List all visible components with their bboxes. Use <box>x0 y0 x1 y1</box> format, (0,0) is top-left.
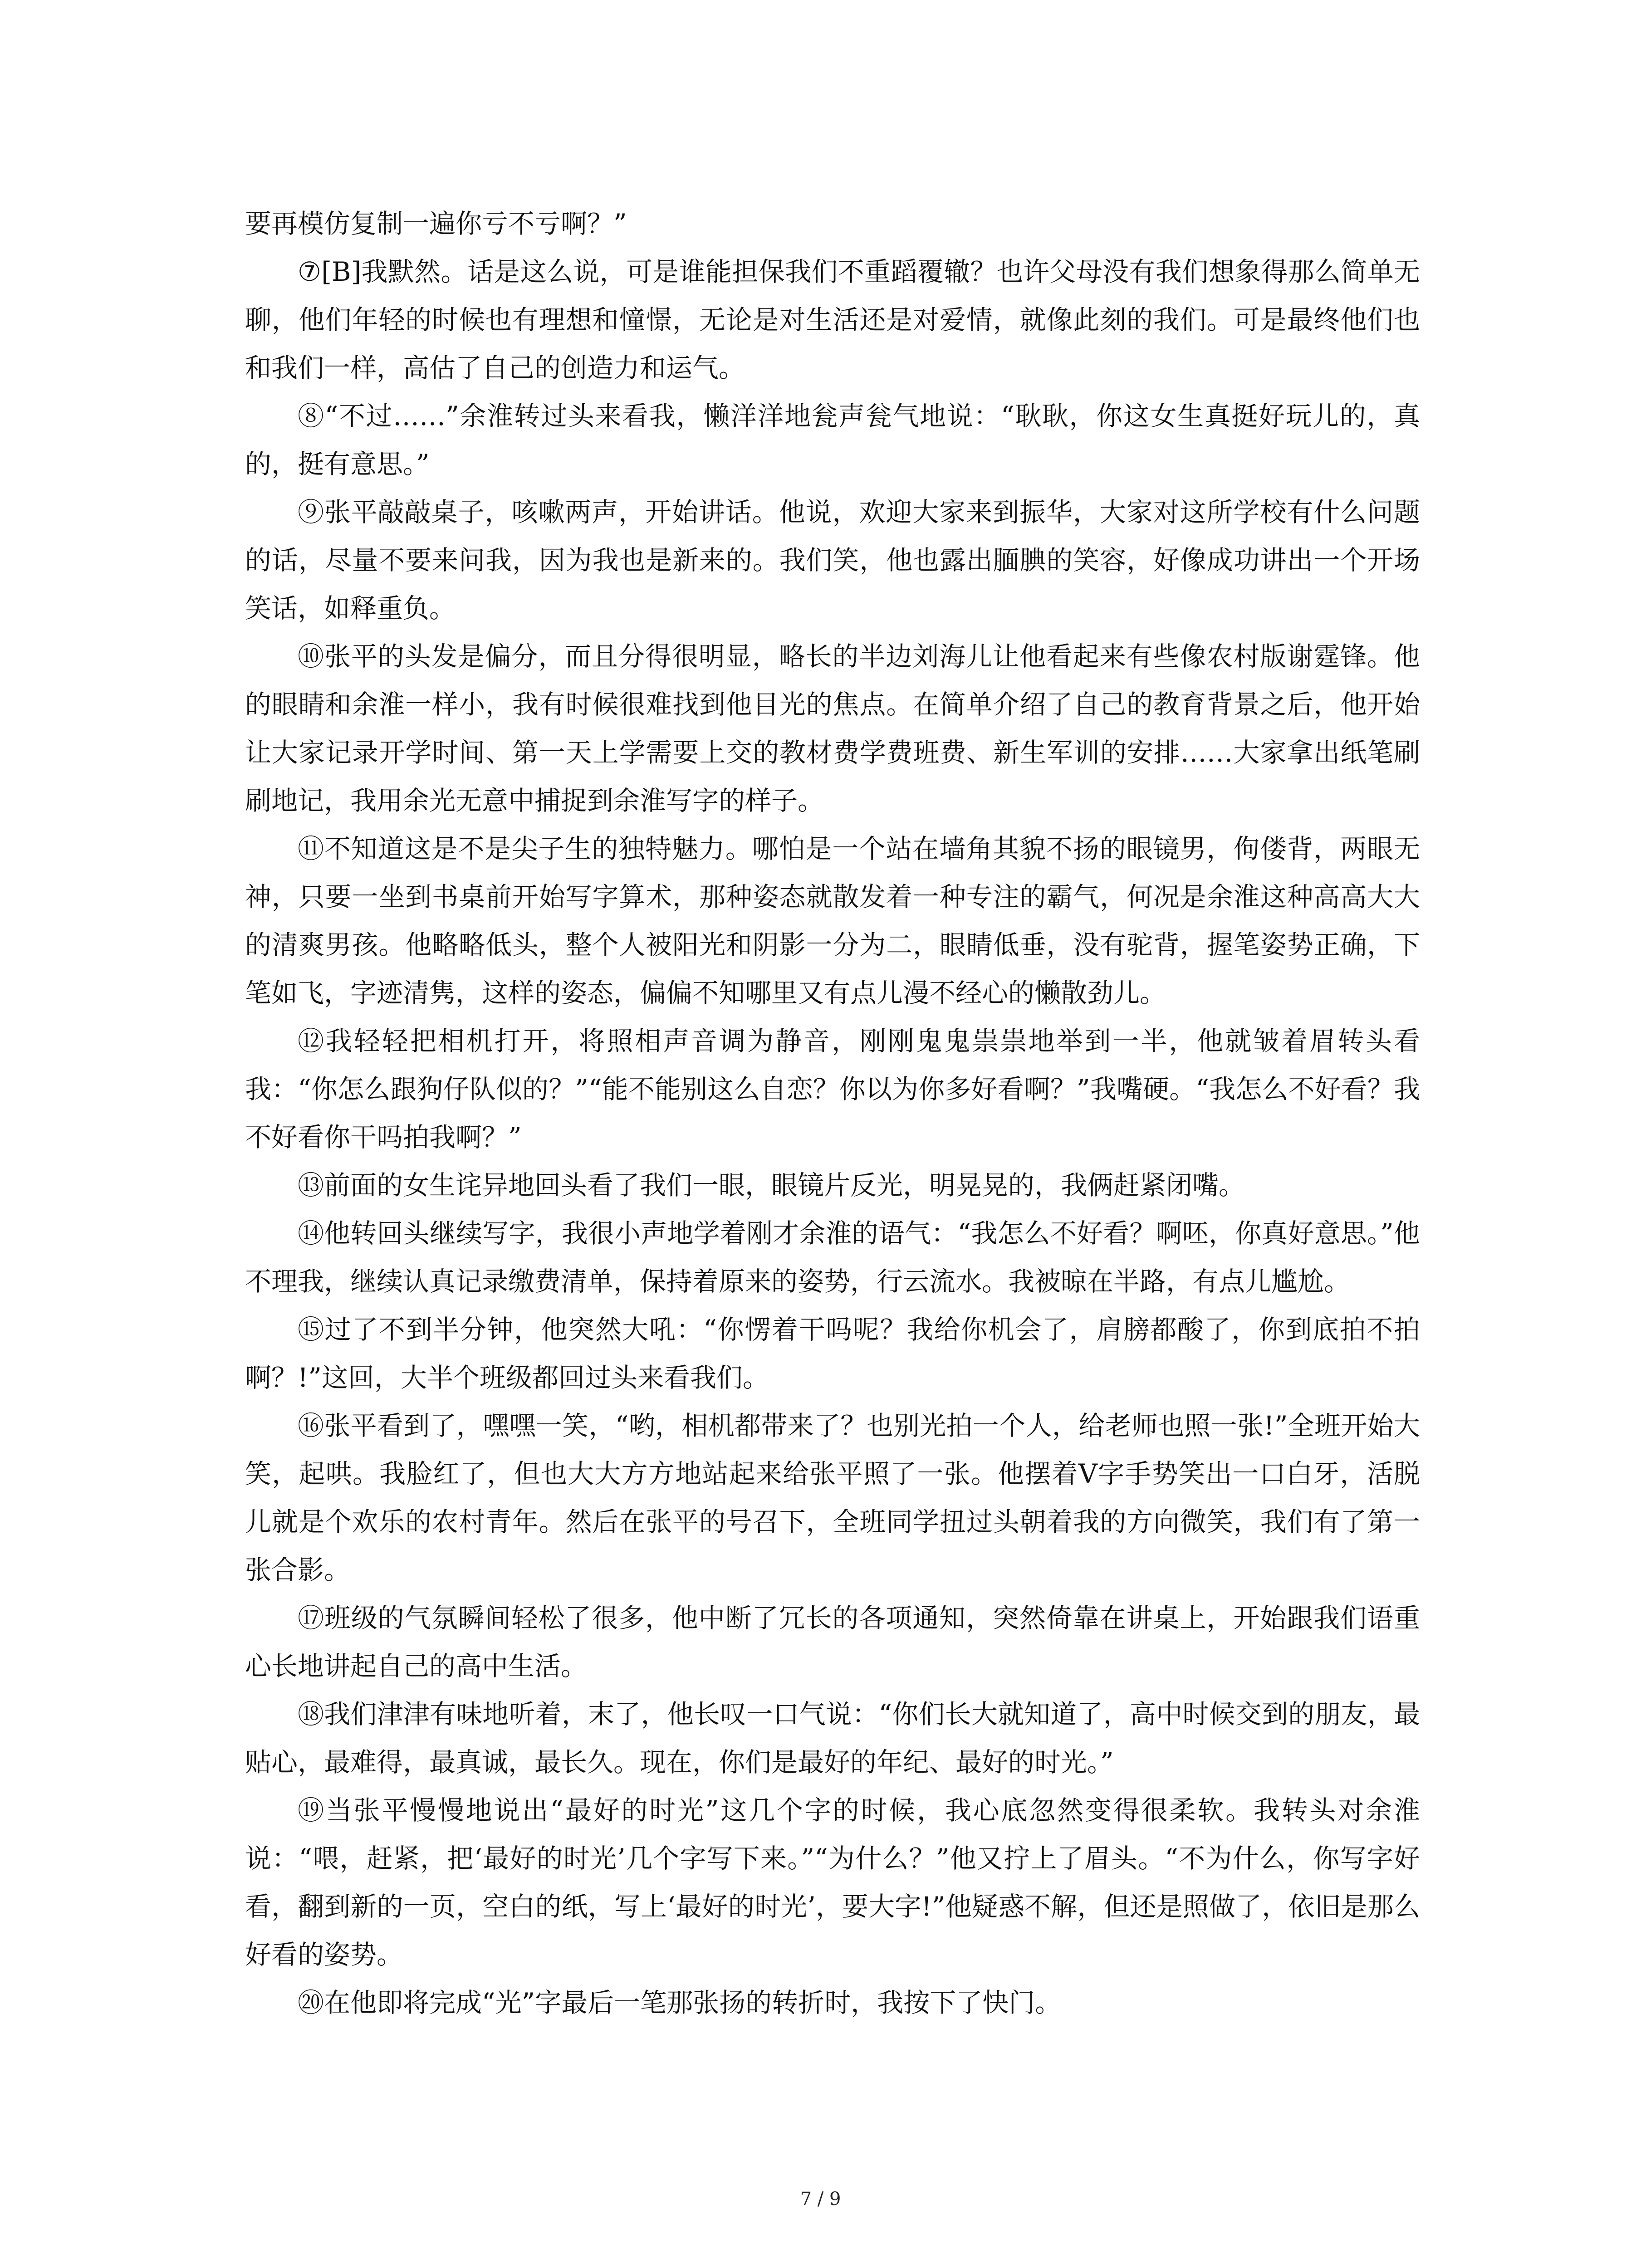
paragraph-9: ⑨张平敲敲桌子，咳嗽两声，开始讲话。他说，欢迎大家来到振华，大家对这所学校有什么问题的话，尽量不要来问我，因为我也是新来的。我们笑，他也露出腼腆的笑容，好像成功讲出一个开场笑话，如释重负。 <box>245 497 1420 624</box>
paragraph-16: ⑯张平看到了，嘿嘿一笑，“哟，相机都带来了？也别光拍一个人，给老师也照一张!”全班开始大笑，起哄。我脸红了，但也大大方方地站起来给张平照了一张。他摆着V字手势笑出一口白牙，活脱儿就是个欢乐的农村青年。然后在张平的号召下，全班同学扭过头朝着我的方向微笑，我们有了第一张合影。 <box>245 1410 1420 1585</box>
paragraph-12: ⑫我轻轻把相机打开，将照相声音调为静音，刚刚鬼鬼祟祟地举到一半，他就皱着眉转头看我：“你怎么跟狗仔队似的？”“能不能别这么自恋？你以为你多好看啊？”我嘴硬。“我怎么不好看？我不好看你干吗拍我啊？” <box>245 1026 1420 1153</box>
paragraph-continued: 要再模仿复制一遍你亏不亏啊？” <box>245 208 627 239</box>
paragraph-19: ⑲当张平慢慢地说出“最好的时光”这几个字的时候，我心底忽然变得很柔软。我转头对余淮说：“喂，赶紧，把‘最好的时光’几个字写下来。”“为什么？”他又拧上了眉头。“不为什么，你写字好看，翻到新的一页，空白的纸，写上‘最好的时光’，要大字!”他疑惑不解，但还是照做了，依旧是那么好看的姿势。 <box>245 1795 1420 1970</box>
paragraph-10: ⑩张平的头发是偏分，而且分得很明显，略长的半边刘海儿让他看起来有些像农村版谢霆锋。他的眼睛和余淮一样小，我有时候很难找到他目光的焦点。在简单介绍了自己的教育背景之后，他开始让大家记录开学时间、第一天上学需要上交的教材费学费班费、新生军训的安排……大家拿出纸笔刷刷地记，我用余光无意中捕捉到余淮写字的样子。 <box>245 641 1420 816</box>
page-number: 7 / 9 <box>800 2189 841 2209</box>
paragraph-14: ⑭他转回头继续写字，我很小声地学着刚才余淮的语气：“我怎么不好看？啊呸，你真好意思。”他不理我，继续认真记录缴费清单，保持着原来的姿势，行云流水。我被晾在半路，有点儿尴尬。 <box>245 1218 1420 1297</box>
paragraph-18: ⑱我们津津有味地听着，末了，他长叹一口气说：“你们长大就知道了，高中时候交到的朋友，最贴心，最难得，最真诚，最长久。现在，你们是最好的年纪、最好的时光。” <box>245 1699 1420 1778</box>
paragraph-8: ⑧“不过……”余淮转过头来看我，懒洋洋地瓮声瓮气地说：“耿耿，你这女生真挺好玩儿的，真的，挺有意思。” <box>245 401 1420 479</box>
body-text <box>245 200 1420 2027</box>
paragraph-11: ⑪不知道这是不是尖子生的独特魅力。哪怕是一个站在墙角其貌不扬的眼镜男，佝偻背，两眼无神，只要一坐到书桌前开始写字算术，那种姿态就散发着一种专注的霸气，何况是余淮这种高高大大的清爽男孩。他略略低头，整个人被阳光和阴影一分为二，眼睛低垂，没有驼背，握笔姿势正确，下笔如飞，字迹清隽，这样的姿态，偏偏不知哪里又有点儿漫不经心的懒散劲儿。 <box>245 833 1420 1008</box>
paragraph-20: ⑳在他即将完成“光”字最后一笔那张扬的转折时，我按下了快门。 <box>298 1987 1062 2018</box>
paragraph-15: ⑮过了不到半分钟，他突然大吼：“你愣着干吗呢？我给你机会了，肩膀都酸了，你到底拍不拍啊？!”这回，大半个班级都回过头来看我们。 <box>245 1314 1420 1393</box>
paragraph-17: ⑰班级的气氛瞬间轻松了很多，他中断了冗长的各项通知，突然倚靠在讲桌上，开始跟我们语重心长地讲起自己的高中生活。 <box>245 1603 1420 1681</box>
paragraph-13: ⑬前面的女生诧异地回头看了我们一眼，眼镜片反光，明晃晃的，我俩赶紧闭嘴。 <box>298 1170 1245 1201</box>
paragraph-7: ⑦[B]我默然。话是这么说，可是谁能担保我们不重蹈覆辙？也许父母没有我们想象得那么简单无聊，他们年轻的时候也有理想和憧憬，无论是对生活还是对爱情，就像此刻的我们。可是最终他们也和我们一样，高估了自己的创造力和运气。 <box>245 256 1420 383</box>
